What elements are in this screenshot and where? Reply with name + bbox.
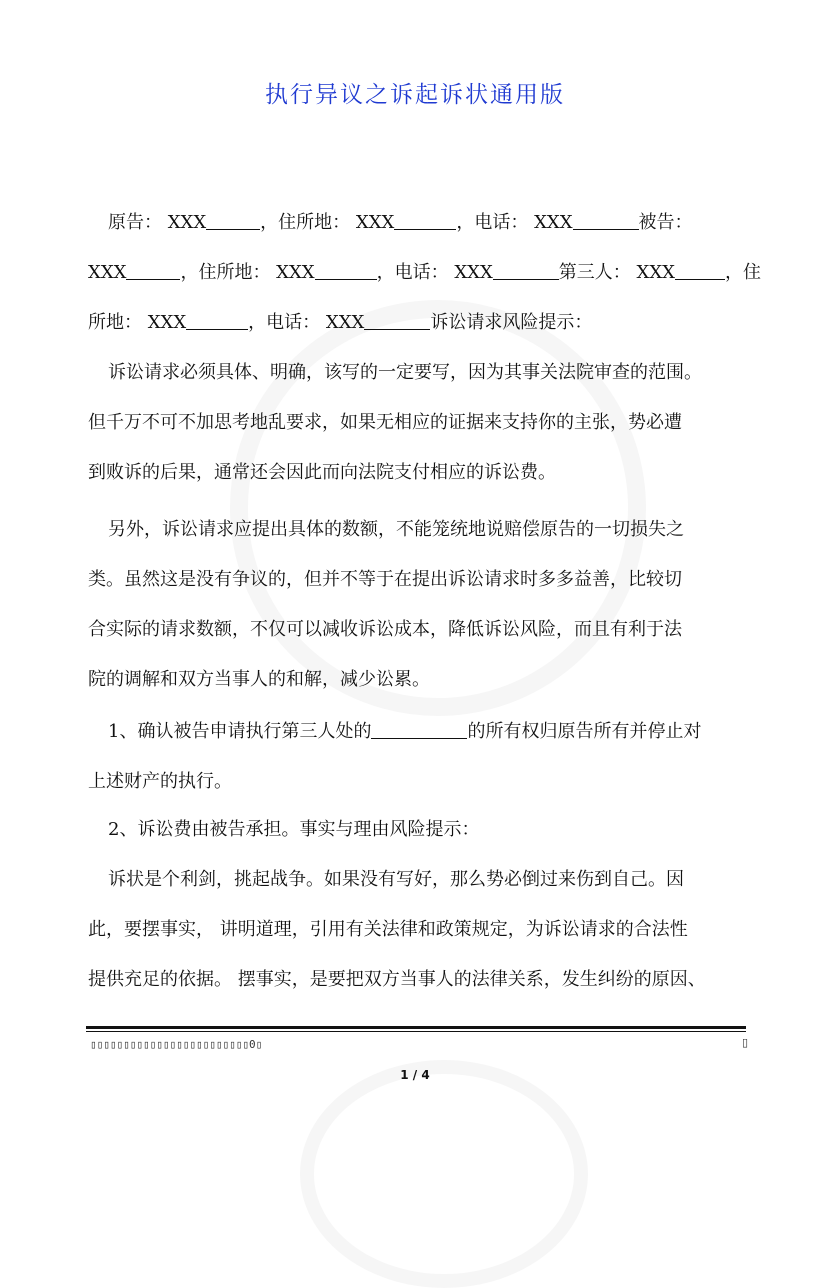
paragraph	[88, 805, 753, 855]
text-run: 第三人： XXX	[558, 262, 675, 283]
text-line	[88, 707, 753, 757]
text-run: 但千万不可不加思考地乱要求，如果无相应的证据来支持你的主张，势必遭	[88, 412, 682, 433]
text-run: 另外，诉讼请求应提出具体的数额，不能笼统地说赔偿原告的一切损失之	[108, 519, 684, 540]
text-run: ，住	[724, 262, 761, 283]
paragraph	[88, 348, 753, 498]
page-number: 1 / 4	[400, 1068, 430, 1082]
blank-underline	[126, 261, 180, 280]
blank-underline	[394, 211, 456, 230]
text-line	[88, 198, 753, 248]
paragraph	[88, 855, 753, 1005]
text-run: 原告： XXX	[108, 212, 207, 233]
blank-underline	[493, 261, 559, 280]
text-run: 2、诉讼费由被告承担。事实与理由风险提示：	[108, 819, 480, 840]
text-run: 提供充足的依据。 摆事实，是要把双方当事人的法律关系，发生纠纷的原因、	[88, 969, 706, 990]
text-line	[88, 605, 753, 655]
text-run: XXX	[88, 262, 127, 283]
watermark-seal-lower	[300, 1060, 588, 1288]
text-run: 院的调解和双方当事人的和解，减少讼累。	[88, 669, 430, 690]
blank-underline	[206, 211, 260, 230]
text-run: 所地： XXX	[88, 312, 187, 333]
text-run: 诉讼请求必须具体、明确，该写的一定要写，因为其事关法院审查的范围。	[108, 362, 702, 383]
footer-left-text: ▯▯▯▯▯▯▯▯▯▯▯▯▯▯▯▯▯▯▯▯▯▯▯▯0▯	[90, 1038, 263, 1051]
text-line	[88, 757, 753, 807]
text-run: 到败诉的后果，通常还会因此而向法院支付相应的诉讼费。	[88, 462, 556, 483]
text-run: ，电话： XXX	[248, 312, 365, 333]
text-line	[88, 855, 753, 905]
paragraph	[88, 707, 753, 807]
text-line	[88, 555, 753, 605]
blank-underline	[675, 261, 725, 280]
text-run: ，住所地： XXX	[180, 262, 315, 283]
text-line	[88, 905, 753, 955]
text-run: ，电话： XXX	[376, 262, 493, 283]
text-run: 的所有权归原告所有并停止对	[467, 721, 702, 742]
text-line	[88, 655, 753, 705]
text-line	[88, 298, 753, 348]
text-line	[88, 348, 753, 398]
text-run: 上述财产的执行。	[88, 771, 232, 792]
text-run: 此，要摆事实， 讲明道理，引用有关法律和政策规定，为诉讼请求的合法性	[88, 919, 688, 940]
text-line	[88, 505, 753, 555]
blank-underline	[315, 261, 377, 280]
footer-rule-thin	[86, 1031, 746, 1032]
text-run: ，住所地： XXX	[260, 212, 395, 233]
text-run: 合实际的请求数额，不仅可以减收诉讼成本，降低诉讼风险，而且有利于法	[88, 619, 682, 640]
footer-right-text: ▯	[742, 1036, 749, 1049]
text-run: 被告：	[638, 212, 693, 233]
text-run: 1、确认被告申请执行第三人处的	[108, 721, 372, 742]
text-run: 类。虽然这是没有争议的，但并不等于在提出诉讼请求时多多益善，比较切	[88, 569, 682, 590]
text-line	[88, 805, 753, 855]
document-title: 执行异议之诉起诉状通用版	[265, 82, 565, 108]
paragraph	[88, 505, 753, 705]
text-run: 诉状是个利剑，挑起战争。如果没有写好，那么势必倒过来伤到自己。因	[108, 869, 684, 890]
blank-underline	[186, 311, 248, 330]
text-line	[88, 955, 753, 1005]
text-line	[88, 398, 753, 448]
blank-underline	[371, 720, 467, 739]
text-line	[88, 248, 761, 298]
text-line	[88, 448, 753, 498]
text-run: ，电话： XXX	[456, 212, 573, 233]
footer-rule-thick	[86, 1026, 746, 1029]
blank-underline	[573, 211, 639, 230]
paragraph	[88, 198, 761, 348]
blank-underline	[364, 311, 430, 330]
text-run: 诉讼请求风险提示：	[430, 312, 593, 333]
